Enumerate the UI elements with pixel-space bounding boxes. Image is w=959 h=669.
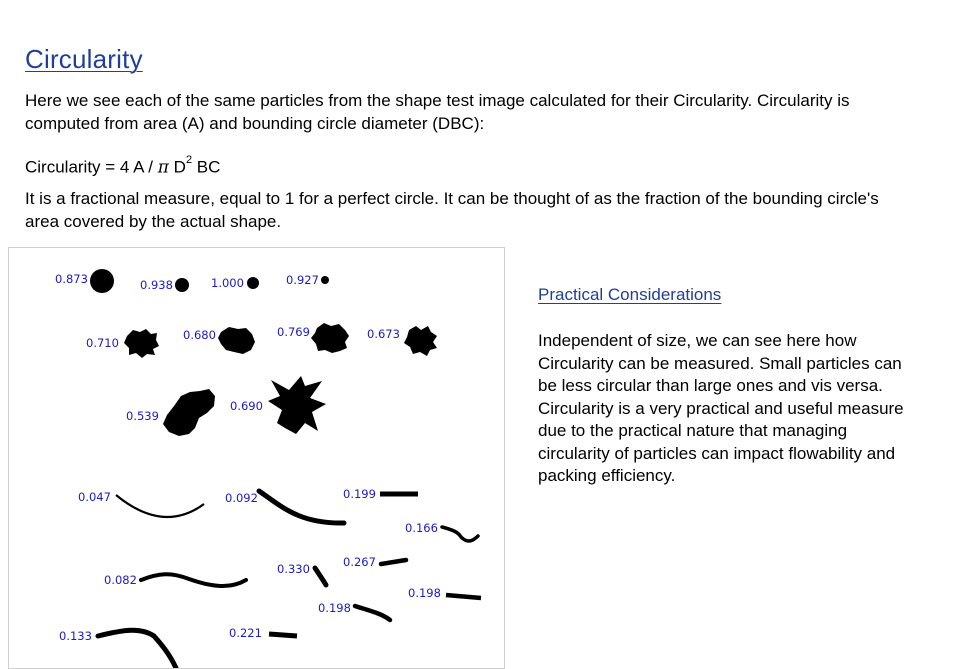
particle-value-label: 0.710 <box>86 336 119 350</box>
practical-considerations-heading: Practical Considerations <box>538 285 722 304</box>
practical-considerations-body: Independent of size, we can see here how Circularity can be measured. Small particles can be less circular than large ones and vis versa. Circularity is a very practical and useful measure due to the practical nature that managing circularity of particles can impact flowability and packing efficiency. <box>538 331 904 485</box>
particle-value-label: 0.267 <box>343 555 376 569</box>
particle-11 <box>116 495 204 517</box>
particle-value-label: 0.539 <box>126 409 159 423</box>
description-paragraph: It is a fractional measure, equal to 1 for a perfect circle. It can be thought of as the fraction of the bounding circle's area covered by the actual shape. <box>25 189 879 231</box>
particle-20 <box>98 630 176 668</box>
particle-15 <box>141 574 246 586</box>
particle-5 <box>124 329 159 358</box>
particle-17 <box>381 560 406 564</box>
particle-3 <box>247 277 259 289</box>
page-title: Circularity <box>25 44 143 74</box>
particle-21 <box>269 634 297 636</box>
particle-value-label: 0.133 <box>59 629 92 643</box>
particle-value-label: 0.927 <box>286 273 319 287</box>
particle-value-label: 0.198 <box>408 586 441 600</box>
particle-value-label: 0.082 <box>104 573 137 587</box>
particle-9 <box>163 389 215 436</box>
particle-8 <box>404 326 437 356</box>
particle-value-label: 0.198 <box>318 601 351 615</box>
intro-paragraph: Here we see each of the same particles from the shape test image calculated for their Circularity. Circularity is computed from area (A) and bounding circle diameter (DBC): <box>25 91 850 133</box>
particle-14 <box>442 527 478 541</box>
particle-figure <box>8 247 505 669</box>
formula-d: D <box>168 157 186 177</box>
particle-4 <box>321 276 329 284</box>
formula-exponent: 2 <box>185 154 193 166</box>
particle-value-label: 0.166 <box>405 521 438 535</box>
particle-value-label: 0.673 <box>367 327 400 341</box>
particle-value-label: 0.330 <box>277 562 310 576</box>
formula-tail: BC <box>192 157 221 177</box>
particle-value-label: 0.873 <box>55 272 88 286</box>
particle-value-label: 0.199 <box>343 487 376 501</box>
particle-value-label: 0.221 <box>229 626 262 640</box>
particle-value-label: 0.092 <box>225 491 258 505</box>
particle-16 <box>315 568 326 585</box>
formula-lhs: Circularity = 4 A / <box>25 157 158 177</box>
particle-18 <box>446 595 481 598</box>
particle-10 <box>268 376 326 434</box>
particle-value-label: 0.938 <box>140 278 173 292</box>
particle-value-label: 0.047 <box>78 490 111 504</box>
particle-value-label: 1.000 <box>211 276 244 290</box>
particle-1 <box>90 269 114 293</box>
particle-6 <box>218 327 255 354</box>
particle-value-label: 0.690 <box>230 399 263 413</box>
circularity-formula <box>25 152 220 180</box>
particle-12 <box>259 491 344 523</box>
particle-value-label: 0.680 <box>183 328 216 342</box>
particle-7 <box>311 323 349 353</box>
formula-pi: π <box>157 157 169 178</box>
particle-value-label: 0.769 <box>277 325 310 339</box>
particle-19 <box>355 606 390 620</box>
particle-2 <box>175 278 189 292</box>
